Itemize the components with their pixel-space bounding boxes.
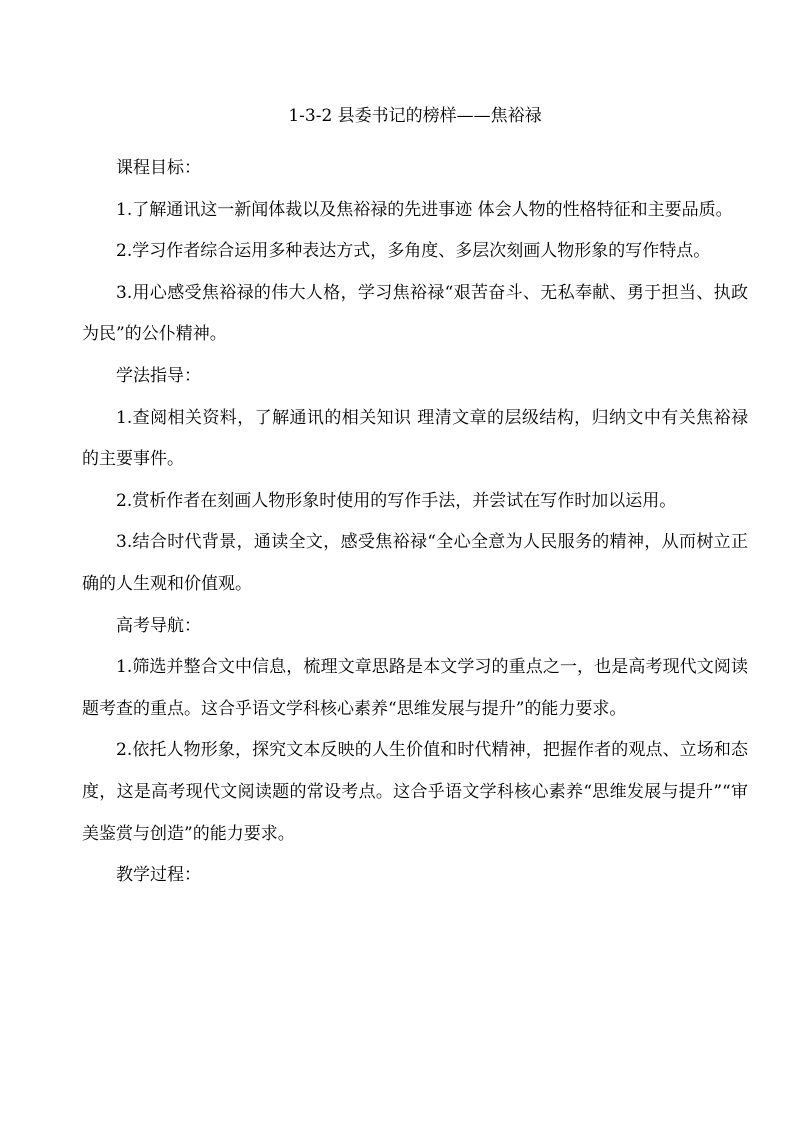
guide-item-3: 3.结合时代背景，通读全文，感受焦裕禄“全心全意为人民服务的精神，从而树立正确的人生观和价值观。 xyxy=(82,532,748,594)
exam-item-2: 2.依托人物形象，探究文本反映的人生价值和时代精神，把握作者的观点、立场和态度，这是高考现代文阅读题的常设考点。这合乎语文学科核心素养“思维发展与提升”“审美鉴赏与创造”的能力要求。 xyxy=(82,740,748,844)
document-body xyxy=(82,148,748,897)
guide-item-1: 1.查阅相关资料，了解通讯的相关知识 理清文章的层级结构，归纳文中有关焦裕禄的主要事件。 xyxy=(82,407,748,470)
guide-item-2: 2.赏析作者在刻画人物形象时使用的写作手法，并尝试在写作时加以运用。 xyxy=(116,490,677,511)
section-heading-study-guide: 学法指导： xyxy=(116,365,201,386)
exam-item-1: 1.筛选并整合文中信息，梳理文章思路是本文学习的重点之一，也是高考现代文阅读题考查的重点。这合乎语文学科核心素养“思维发展与提升”的能力要求。 xyxy=(82,657,748,719)
document-title: 1-3-2 县委书记的榜样——焦裕禄 xyxy=(288,106,542,126)
goal-item-3: 3.用心感受焦裕禄的伟大人格，学习焦裕禄“艰苦奋斗、无私奉献、勇于担当、执政为民”的公仆精神。 xyxy=(82,282,748,345)
section-heading-teaching-process: 教学过程： xyxy=(116,865,201,886)
section-heading-exam-navigation: 高考导航： xyxy=(116,615,201,636)
goal-item-1: 1.了解通讯这一新闻体裁以及焦裕禄的先进事迹 体会人物的性格特征和主要品质。 xyxy=(116,199,733,220)
goal-item-2: 2.学习作者综合运用多种表达方式，多角度、多层次刻画人物形象的写作特点。 xyxy=(116,241,711,262)
section-heading-course-goals: 课程目标： xyxy=(116,158,201,178)
